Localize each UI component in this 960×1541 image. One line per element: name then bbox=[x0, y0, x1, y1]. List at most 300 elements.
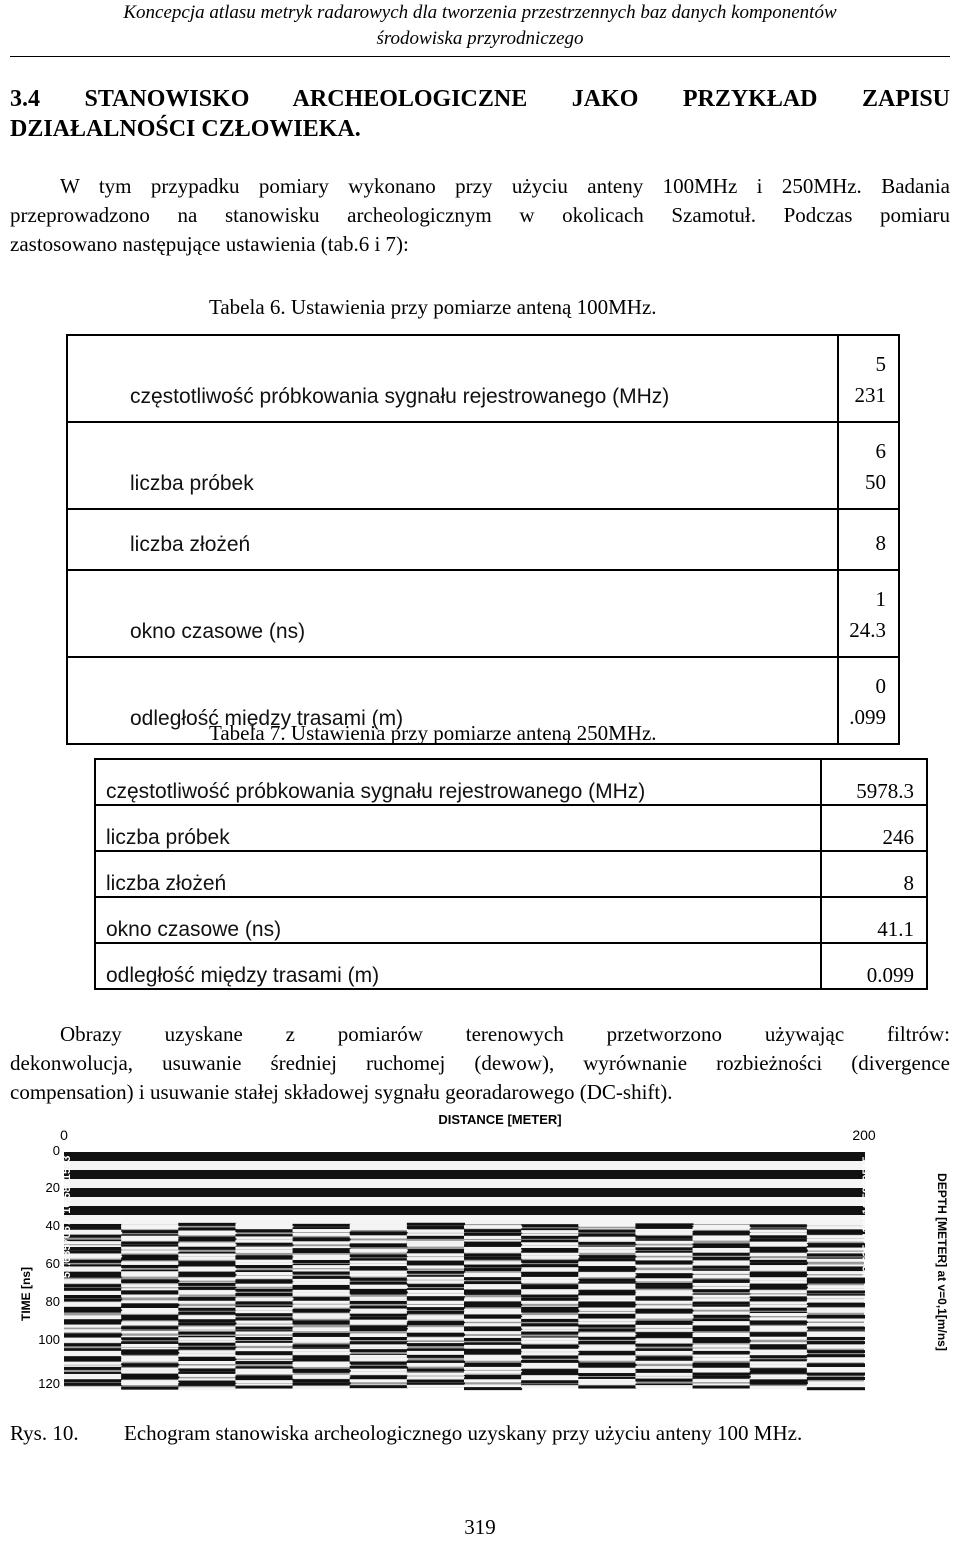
reflection-band bbox=[178, 1292, 236, 1295]
reflection-band bbox=[264, 1155, 465, 1158]
reflection-band bbox=[750, 1317, 808, 1320]
reflection-band bbox=[235, 1337, 293, 1340]
time-tick: 120 bbox=[38, 1376, 60, 1391]
reflection-band bbox=[64, 1188, 265, 1191]
reflection-band bbox=[464, 1281, 522, 1284]
reflection-band bbox=[121, 1230, 179, 1233]
reflection-band bbox=[664, 1164, 865, 1167]
reflection-band bbox=[635, 1286, 693, 1289]
reflection-band bbox=[64, 1379, 122, 1382]
reflection-band bbox=[807, 1296, 865, 1299]
reflection-band bbox=[64, 1218, 265, 1221]
reflection-band bbox=[178, 1374, 236, 1377]
reflection-band bbox=[464, 1194, 665, 1197]
reflection-band bbox=[521, 1248, 579, 1251]
reflection-band bbox=[693, 1315, 751, 1318]
table-row bbox=[95, 851, 927, 897]
reflection-band bbox=[464, 1274, 522, 1277]
reflection-band bbox=[464, 1236, 522, 1239]
reflection-band bbox=[635, 1253, 693, 1256]
reflection-band bbox=[521, 1377, 579, 1380]
reflection-band bbox=[407, 1253, 465, 1256]
reflection-band bbox=[635, 1229, 693, 1232]
reflection-band bbox=[464, 1233, 522, 1236]
reflection-band bbox=[121, 1344, 179, 1347]
reflection-band bbox=[64, 1359, 122, 1362]
reflection-band bbox=[407, 1307, 465, 1310]
reflection-band bbox=[293, 1316, 351, 1319]
reflection-band bbox=[578, 1247, 636, 1250]
table-row bbox=[67, 509, 899, 570]
reflection-band bbox=[64, 1310, 122, 1313]
reflection-band bbox=[807, 1350, 865, 1353]
processing-line3: compensation) i usuwanie stałej składowej sygnału georadarowego (DC-shift). bbox=[10, 1080, 673, 1104]
reflection-band bbox=[693, 1238, 751, 1241]
table-row bbox=[67, 335, 899, 422]
reflection-band bbox=[521, 1323, 579, 1326]
reflection-band bbox=[635, 1305, 693, 1308]
reflection-band bbox=[235, 1257, 293, 1260]
reflection-band bbox=[407, 1380, 465, 1383]
reflection-band bbox=[693, 1232, 751, 1235]
reflection-band bbox=[578, 1301, 636, 1304]
time-ticks bbox=[38, 1143, 60, 1391]
table7-label: okno czasowe (ns) bbox=[95, 897, 821, 943]
reflection-band bbox=[178, 1327, 236, 1330]
reflection-band bbox=[807, 1337, 865, 1340]
reflection-band bbox=[121, 1322, 179, 1325]
reflection-band bbox=[635, 1311, 693, 1314]
reflection-band bbox=[807, 1373, 865, 1376]
reflection-band bbox=[64, 1280, 122, 1283]
reflection-band bbox=[693, 1323, 751, 1326]
reflection-band bbox=[235, 1348, 293, 1351]
reflection-band bbox=[350, 1240, 408, 1243]
reflection-band bbox=[64, 1164, 265, 1167]
reflection-band bbox=[693, 1337, 751, 1340]
reflection-band bbox=[521, 1365, 579, 1368]
reflection-band bbox=[350, 1358, 408, 1361]
reflection-band bbox=[464, 1287, 522, 1290]
reflection-band bbox=[264, 1173, 465, 1176]
reflection-band bbox=[235, 1250, 293, 1253]
reflection-band bbox=[521, 1356, 579, 1359]
reflection-band bbox=[264, 1182, 465, 1185]
reflection-band bbox=[807, 1303, 865, 1306]
reflection-band bbox=[635, 1301, 693, 1304]
reflection-band bbox=[293, 1265, 351, 1268]
reflection-band bbox=[264, 1200, 465, 1203]
reflection-band bbox=[293, 1386, 351, 1389]
reflection-band bbox=[407, 1385, 465, 1388]
reflection-band bbox=[264, 1167, 465, 1170]
reflection-band bbox=[293, 1271, 351, 1274]
reflection-band bbox=[407, 1330, 465, 1333]
reflection-band bbox=[464, 1338, 522, 1341]
reflection-band bbox=[64, 1206, 265, 1209]
reflection-band bbox=[693, 1263, 751, 1266]
reflection-band bbox=[178, 1308, 236, 1311]
reflection-band bbox=[693, 1275, 751, 1278]
reflection-band bbox=[178, 1312, 236, 1315]
reflection-band bbox=[121, 1326, 179, 1329]
reflection-band bbox=[635, 1361, 693, 1364]
reflection-band bbox=[693, 1248, 751, 1251]
time-tick: 40 bbox=[45, 1218, 60, 1233]
reflection-band bbox=[578, 1322, 636, 1325]
reflection-band bbox=[635, 1316, 693, 1319]
reflection-band bbox=[464, 1173, 665, 1176]
reflection-band bbox=[64, 1161, 265, 1164]
reflection-band bbox=[293, 1290, 351, 1293]
reflection-band bbox=[807, 1239, 865, 1242]
reflection-band bbox=[350, 1317, 408, 1320]
reflection-band bbox=[664, 1185, 865, 1188]
reflection-band bbox=[235, 1240, 293, 1243]
reflection-band bbox=[635, 1290, 693, 1293]
reflection-band bbox=[578, 1298, 636, 1301]
reflection-band bbox=[121, 1331, 179, 1334]
reflection-band bbox=[807, 1310, 865, 1313]
reflection-band bbox=[693, 1373, 751, 1376]
reflection-band bbox=[178, 1317, 236, 1320]
reflection-band bbox=[693, 1257, 751, 1260]
reflection-band bbox=[235, 1229, 293, 1232]
reflection-band bbox=[264, 1212, 465, 1215]
reflection-band bbox=[293, 1337, 351, 1340]
reflection-band bbox=[807, 1364, 865, 1367]
reflection-band bbox=[693, 1376, 751, 1379]
running-header-line1: Koncepcja atlasu metryk radarowych dla tworzenia przestrzennych baz danych komponentów bbox=[123, 2, 837, 23]
reflection-band bbox=[178, 1247, 236, 1250]
reflection-band bbox=[407, 1337, 465, 1340]
intro-line2: przeprowadzono na stanowisku archeologicznym w okolicach Szamotuł. Podczas pomiaru bbox=[10, 203, 950, 227]
running-header-line2: środowiska przyrodniczego bbox=[376, 28, 584, 49]
reflection-band bbox=[178, 1337, 236, 1340]
reflection-band bbox=[264, 1176, 465, 1179]
reflection-band bbox=[521, 1360, 579, 1363]
reflection-band bbox=[807, 1323, 865, 1326]
reflection-band bbox=[521, 1269, 579, 1272]
reflection-band bbox=[121, 1308, 179, 1311]
reflection-band bbox=[293, 1305, 351, 1308]
reflection-band bbox=[521, 1307, 579, 1310]
reflection-band bbox=[693, 1271, 751, 1274]
reflection-band bbox=[521, 1292, 579, 1295]
coord-right: 52.6354115/ 16.5889515 bbox=[861, 1156, 873, 1278]
reflection-band bbox=[235, 1307, 293, 1310]
reflection-band bbox=[350, 1349, 408, 1352]
reflection-band bbox=[64, 1307, 122, 1310]
reflection-band bbox=[464, 1209, 665, 1212]
reflection-band bbox=[750, 1284, 808, 1287]
reflection-band bbox=[750, 1364, 808, 1367]
reflection-band bbox=[521, 1242, 579, 1245]
reflection-band bbox=[521, 1319, 579, 1322]
echogram-reflections bbox=[64, 1152, 865, 1390]
reflection-band bbox=[178, 1287, 236, 1290]
x-start-label: 0 bbox=[60, 1127, 68, 1143]
reflection-band bbox=[293, 1241, 351, 1244]
table7-value: 246 bbox=[821, 805, 927, 851]
reflection-band bbox=[293, 1224, 351, 1227]
reflection-band bbox=[521, 1385, 579, 1388]
reflection-band bbox=[350, 1224, 408, 1227]
time-tick: 60 bbox=[45, 1256, 60, 1271]
reflection-band bbox=[350, 1362, 408, 1365]
reflection-band bbox=[350, 1232, 408, 1235]
reflection-band bbox=[121, 1337, 179, 1340]
reflection-band bbox=[121, 1292, 179, 1295]
page-number: 319 bbox=[464, 1515, 496, 1539]
reflection-band bbox=[693, 1287, 751, 1290]
reflection-band bbox=[64, 1374, 122, 1377]
reflection-band bbox=[350, 1376, 408, 1379]
reflection-band bbox=[464, 1218, 665, 1221]
reflection-band bbox=[521, 1346, 579, 1349]
reflection-band bbox=[464, 1152, 665, 1155]
section-title-line1: 3.4 STANOWISKO ARCHEOLOGICZNE JAKO PRZYKŁAD ZAPISU bbox=[10, 86, 950, 112]
reflection-band bbox=[178, 1319, 236, 1322]
reflection-band bbox=[693, 1358, 751, 1361]
reflection-band bbox=[635, 1226, 693, 1229]
reflection-band bbox=[121, 1387, 179, 1390]
table6-value: 5 231 bbox=[838, 335, 899, 422]
reflection-band bbox=[578, 1286, 636, 1289]
reflection-band bbox=[350, 1282, 408, 1285]
reflection-band bbox=[635, 1236, 693, 1239]
reflection-band bbox=[235, 1265, 293, 1268]
reflection-band bbox=[64, 1325, 122, 1328]
reflection-band bbox=[178, 1387, 236, 1390]
reflection-band bbox=[64, 1179, 265, 1182]
reflection-band bbox=[293, 1379, 351, 1382]
reflection-band bbox=[807, 1319, 865, 1322]
reflection-band bbox=[293, 1301, 351, 1304]
reflection-band bbox=[578, 1304, 636, 1307]
reflection-band bbox=[750, 1308, 808, 1311]
reflection-band bbox=[664, 1170, 865, 1173]
reflection-band bbox=[750, 1253, 808, 1256]
reflection-band bbox=[464, 1355, 522, 1358]
reflection-band bbox=[664, 1188, 865, 1191]
reflection-band bbox=[64, 1155, 265, 1158]
reflection-band bbox=[464, 1277, 522, 1280]
reflection-band bbox=[635, 1322, 693, 1325]
reflection-band bbox=[464, 1319, 522, 1322]
reflection-band bbox=[521, 1277, 579, 1280]
time-tick: 100 bbox=[38, 1332, 60, 1347]
reflection-band bbox=[807, 1331, 865, 1334]
reflection-band bbox=[807, 1243, 865, 1246]
intro-line1: W tym przypadku pomiary wykonano przy użyciu anteny 100MHz i 250MHz. Badania bbox=[60, 174, 950, 198]
reflection-band bbox=[464, 1170, 665, 1173]
reflection-band bbox=[64, 1170, 265, 1173]
reflection-band bbox=[521, 1349, 579, 1352]
reflection-band bbox=[807, 1281, 865, 1284]
reflection-band bbox=[693, 1385, 751, 1388]
reflection-band bbox=[750, 1328, 808, 1331]
table6-label: okno czasowe (ns) bbox=[67, 570, 838, 657]
reflection-band bbox=[350, 1301, 408, 1304]
reflection-band bbox=[693, 1295, 751, 1298]
reflection-band bbox=[521, 1260, 579, 1263]
reflection-band bbox=[807, 1290, 865, 1293]
reflection-band bbox=[178, 1228, 236, 1231]
reflection-band bbox=[64, 1354, 122, 1357]
reflection-band bbox=[693, 1340, 751, 1343]
reflection-band bbox=[521, 1295, 579, 1298]
top-axis-label: DISTANCE [METER] bbox=[438, 1112, 562, 1127]
reflection-band bbox=[464, 1185, 665, 1188]
reflection-band bbox=[235, 1284, 293, 1287]
reflection-band bbox=[64, 1167, 265, 1170]
reflection-band bbox=[178, 1254, 236, 1257]
reflection-band bbox=[350, 1314, 408, 1317]
echogram-figure bbox=[18, 1112, 952, 1412]
reflection-band bbox=[178, 1268, 236, 1271]
reflection-band bbox=[235, 1343, 293, 1346]
reflection-band bbox=[464, 1304, 522, 1307]
reflection-band bbox=[64, 1383, 122, 1386]
reflection-band bbox=[293, 1276, 351, 1279]
left-axis-label: TIME [ns] bbox=[19, 1267, 33, 1321]
reflection-band bbox=[750, 1350, 808, 1353]
reflection-band bbox=[807, 1299, 865, 1302]
coord-left: 52.6357067/ 16.5861533 bbox=[61, 1155, 73, 1278]
reflection-band bbox=[178, 1322, 236, 1325]
reflection-band bbox=[64, 1322, 122, 1325]
reflection-band bbox=[235, 1331, 293, 1334]
table-row bbox=[67, 422, 899, 509]
reflection-band bbox=[750, 1355, 808, 1358]
reflection-band bbox=[407, 1241, 465, 1244]
reflection-band bbox=[464, 1328, 522, 1331]
reflection-band bbox=[293, 1260, 351, 1263]
reflection-band bbox=[664, 1167, 865, 1170]
table7-label: częstotliwość próbkowania sygnału rejestrowanego (MHz) bbox=[95, 759, 821, 805]
reflection-band bbox=[693, 1266, 751, 1269]
reflection-band bbox=[521, 1298, 579, 1301]
reflection-band bbox=[178, 1232, 236, 1235]
reflection-band bbox=[464, 1254, 522, 1257]
reflection-band bbox=[464, 1323, 522, 1326]
intro-paragraph bbox=[10, 172, 950, 259]
reflection-band bbox=[578, 1258, 636, 1261]
reflection-band bbox=[807, 1367, 865, 1370]
reflection-band bbox=[635, 1332, 693, 1335]
reflection-band bbox=[178, 1278, 236, 1281]
reflection-band bbox=[521, 1224, 579, 1227]
reflection-band bbox=[464, 1367, 522, 1370]
reflection-band bbox=[178, 1350, 236, 1353]
reflection-band bbox=[664, 1203, 865, 1206]
reflection-band bbox=[293, 1237, 351, 1240]
reflection-band bbox=[750, 1375, 808, 1378]
reflection-band bbox=[121, 1284, 179, 1287]
reflection-band bbox=[464, 1215, 665, 1218]
reflection-band bbox=[664, 1158, 865, 1161]
reflection-band bbox=[64, 1329, 122, 1332]
reflection-band bbox=[293, 1310, 351, 1313]
reflection-band bbox=[464, 1250, 522, 1253]
reflection-band bbox=[464, 1311, 522, 1314]
reflection-band bbox=[121, 1255, 179, 1258]
reflection-band bbox=[578, 1368, 636, 1371]
reflection-band bbox=[578, 1341, 636, 1344]
reflection-band bbox=[350, 1274, 408, 1277]
reflection-band bbox=[635, 1262, 693, 1265]
reflection-band bbox=[464, 1197, 665, 1200]
reflection-band bbox=[350, 1322, 408, 1325]
reflection-band bbox=[121, 1300, 179, 1303]
reflection-band bbox=[750, 1224, 808, 1227]
reflection-band bbox=[578, 1379, 636, 1382]
reflection-band bbox=[293, 1322, 351, 1325]
table6-caption: Tabela 6. Ustawienia przy pomiarze anteną 100MHz. bbox=[209, 295, 657, 319]
reflection-band bbox=[464, 1161, 665, 1164]
reflection-band bbox=[178, 1223, 236, 1226]
reflection-band bbox=[464, 1379, 522, 1382]
reflection-band bbox=[635, 1293, 693, 1296]
reflection-band bbox=[293, 1328, 351, 1331]
reflection-band bbox=[521, 1256, 579, 1259]
reflection-band bbox=[464, 1203, 665, 1206]
reflection-band bbox=[293, 1229, 351, 1232]
reflection-band bbox=[64, 1152, 265, 1155]
reflection-band bbox=[64, 1182, 265, 1185]
reflection-band bbox=[407, 1298, 465, 1301]
reflection-band bbox=[293, 1250, 351, 1253]
reflection-band bbox=[664, 1212, 865, 1215]
reflection-band bbox=[64, 1340, 122, 1343]
reflection-band bbox=[664, 1161, 865, 1164]
reflection-band bbox=[635, 1373, 693, 1376]
reflection-band bbox=[521, 1253, 579, 1256]
reflection-band bbox=[350, 1254, 408, 1257]
x-end-label: 200 bbox=[852, 1127, 876, 1143]
reflection-band bbox=[807, 1359, 865, 1362]
reflection-band bbox=[693, 1379, 751, 1382]
reflection-band bbox=[464, 1268, 522, 1271]
reflection-band bbox=[350, 1328, 408, 1331]
reflection-band bbox=[750, 1382, 808, 1385]
reflection-band bbox=[64, 1215, 265, 1218]
reflection-band bbox=[464, 1167, 665, 1170]
reflection-band bbox=[264, 1185, 465, 1188]
reflection-band bbox=[635, 1257, 693, 1260]
reflection-band bbox=[121, 1356, 179, 1359]
reflection-band bbox=[578, 1279, 636, 1282]
reflection-band bbox=[635, 1298, 693, 1301]
reflection-band bbox=[464, 1226, 522, 1229]
reflection-band bbox=[121, 1374, 179, 1377]
reflection-band bbox=[693, 1243, 751, 1246]
table6-label: częstotliwość próbkowania sygnału rejestrowanego (MHz) bbox=[67, 335, 838, 422]
reflection-band bbox=[407, 1290, 465, 1293]
reflection-band bbox=[464, 1176, 665, 1179]
reflection-band bbox=[350, 1325, 408, 1328]
reflection-band bbox=[578, 1274, 636, 1277]
reflection-band bbox=[235, 1327, 293, 1330]
reflection-band bbox=[464, 1331, 522, 1334]
reflection-band bbox=[121, 1226, 179, 1229]
reflection-band bbox=[407, 1223, 465, 1226]
table6-label: liczba złożeń bbox=[67, 509, 838, 570]
reflection-band bbox=[578, 1269, 636, 1272]
reflection-band bbox=[578, 1224, 636, 1227]
reflection-band bbox=[407, 1351, 465, 1354]
